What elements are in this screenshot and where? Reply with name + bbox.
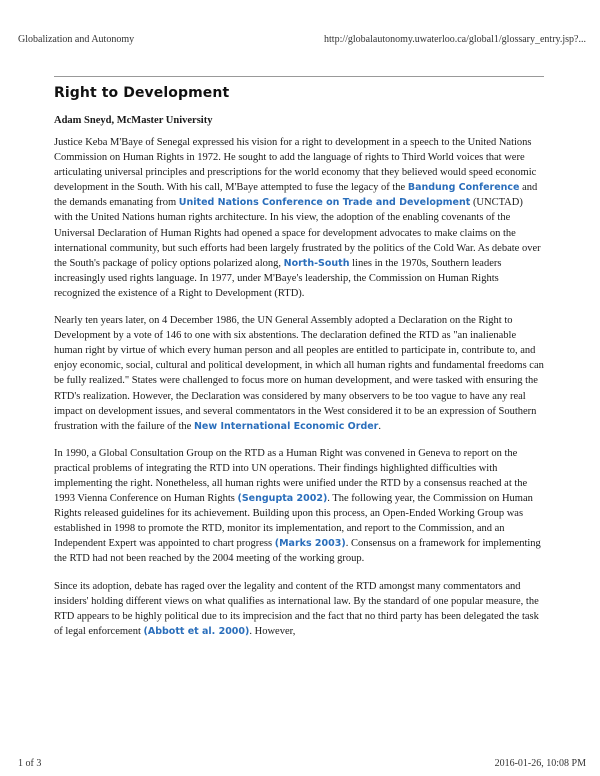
print-header-url: http://globalautonomy.uwaterloo.ca/global1/glossary_entry.jsp?...	[324, 34, 586, 45]
link-new-international-economic-order[interactable]: New International Economic Order	[193, 420, 379, 432]
paragraph-3: In 1990, a Global Consultation Group on the RTD as a Human Right was convened in Geneva to report on the practical problems of integrating the RTD into UN operations. Their findings highlighted difficulties with implementing the right. Nonetheless, all human rights were unified under the RTD by a consensus reached at the 1993 Vienna Conference on Human Rights (Sengupta 2002). The following year, the Commission on Human Rights released guidelines for its achievement. Building upon this process, an Open-Ended Working Group was established in 1998 to promote the RTD, monitor its implementation, and report to the Commission, and an Independent Expert was appointed to chart progress (Marks 2003). Consensus on a framework for implementing the RTD had not been reached by the 2004 meeting of the working group.	[54, 447, 541, 565]
author-line: Adam Sneyd, McMaster University	[54, 115, 213, 126]
page-number: 1 of 3	[18, 758, 42, 769]
page-title: Right to Development	[54, 85, 230, 101]
paragraph-4: Since its adoption, debate has raged over the legality and content of the RTD amongst many commentators and insiders' holding different views on what qualifies as international law. By the standard of one popular measure, the RTD appears to be highly political due to its imprecision and the fact that no third party has been delegated the task of legal enforcement (Abbott et al. 2000). However,	[54, 580, 539, 637]
link-bandung-conference[interactable]: Bandung Conference	[407, 182, 520, 194]
print-header-title: Globalization and Autonomy	[18, 34, 135, 45]
link-marks-2003[interactable]: (Marks 2003)	[274, 538, 346, 550]
article-body	[54, 76, 544, 651]
paragraph-1: Justice Keba M'Baye of Senegal expressed his vision for a right to development in a speech to the United Nations Commission on Human Rights in 1972. He sought to add the language of rights to Third World voices that were articulating universal principles and prescriptions for the world economy that they believed would speed economic development in the South. With his call, M'Baye attempted to fuse the legacy of the Bandung Conference and the demands emanating from United Nations Conference on Trade and Development (UNCTAD) with the United Nations human rights architecture. In his view, the adoption of the enabling covenants of the Universal Declaration of Human Rights had opened a space for development advocates to make claims on the international community, but such efforts had been largely frustrated by the politics of the Cold War. As debate over the South's package of policy options polarized along, North-South lines in the 1970s, Southern leaders increasingly used rights language. In 1977, under M'Baye's leadership, the Commission on Human Rights recognized the existence of a Right to Development (RTD).	[54, 137, 541, 299]
link-sengupta-2002[interactable]: (Sengupta 2002)	[237, 493, 328, 505]
link-unctad[interactable]: United Nations Conference on Trade and Development	[178, 197, 471, 209]
print-timestamp: 2016-01-26, 10:08 PM	[494, 758, 586, 769]
link-north-south[interactable]: North-South	[283, 257, 350, 269]
link-abbott-2000[interactable]: (Abbott et al. 2000)	[143, 625, 250, 637]
paragraph-2: Nearly ten years later, on 4 December 1986, the UN General Assembly adopted a Declaration on the Right to Development by a vote of 146 to one with six abstentions. The declaration defined the RTD as "an inalienable human right by virtue of which every human person and all peoples are entitled to participate in, contribute to, and enjoy economic, social, cultural and political development, in which all human rights and fundamental freedoms can be fully realized." States were challenged to focus more on human development, and were tasked with ensuring the RTD's realization. However, the Declaration was considered by many observers to be too vague to have any real impact on development issues, and several commentators in the West considered it to be an expression of Southern frustration with the failure of the New International Economic Order.	[54, 315, 544, 432]
title-divider	[54, 76, 544, 77]
